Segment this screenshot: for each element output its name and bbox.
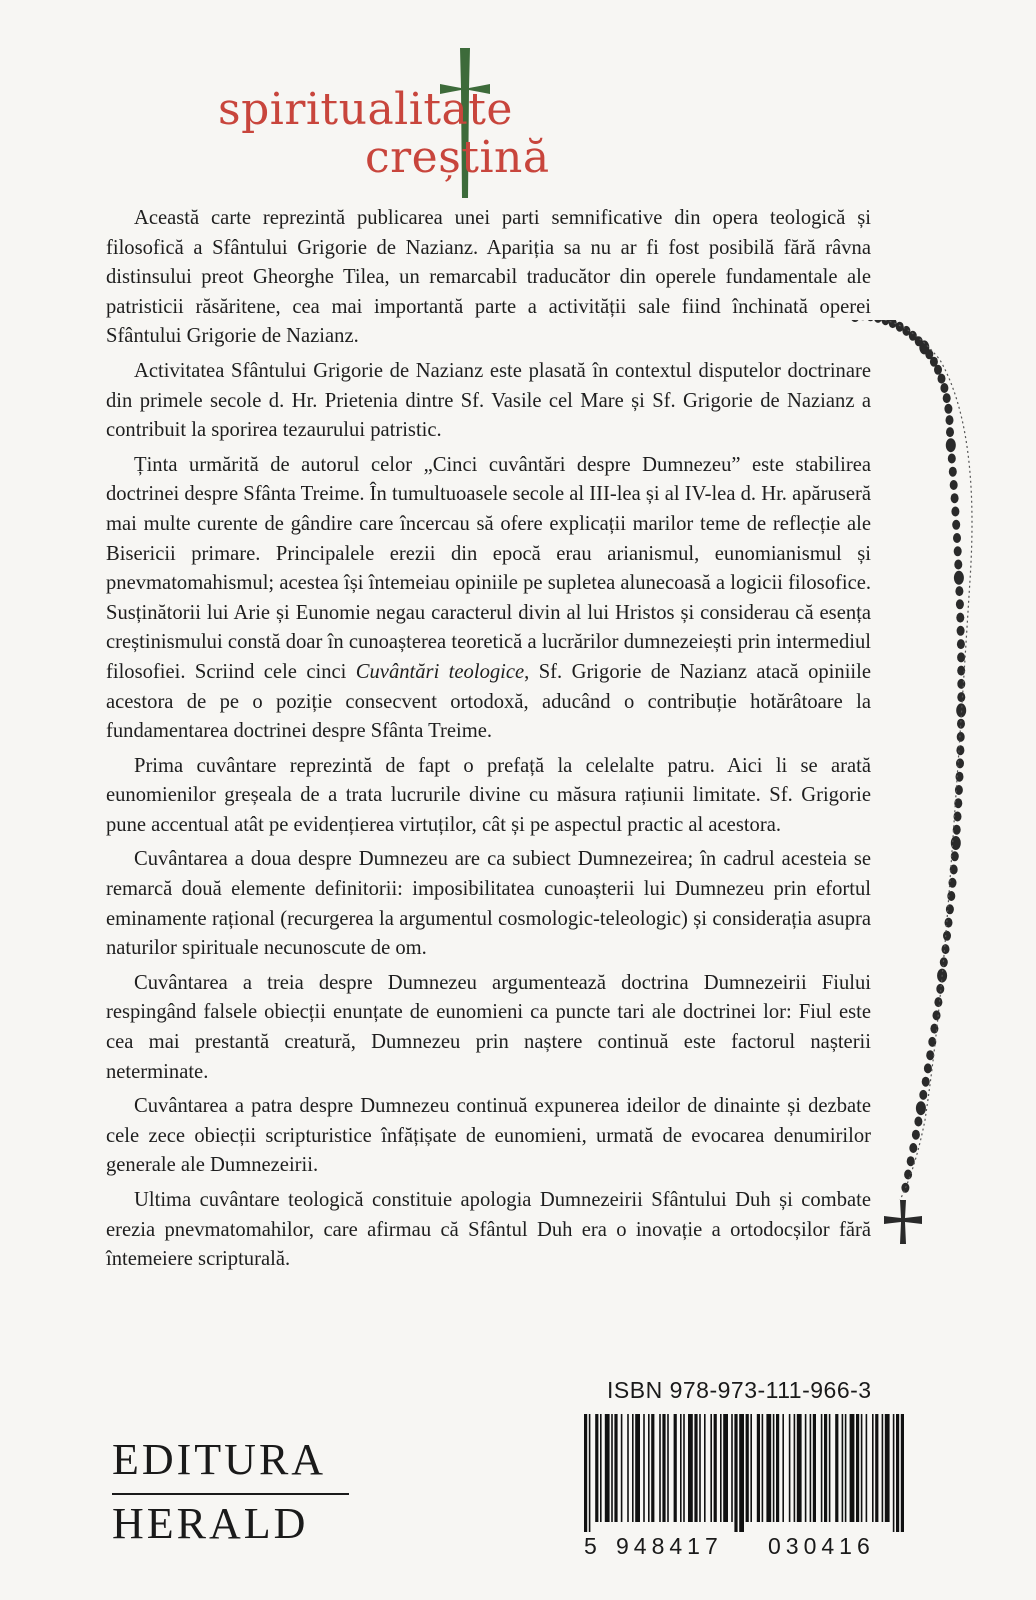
barcode-bar <box>757 1414 760 1522</box>
barcode-bar <box>704 1414 706 1522</box>
barcode-bar <box>683 1414 685 1522</box>
barcode-bar <box>829 1414 831 1522</box>
rosary-bead <box>867 320 875 321</box>
barcode-bars <box>584 1414 904 1532</box>
rosary-bead <box>942 944 950 954</box>
barcode-bar <box>699 1414 701 1522</box>
barcode-bar <box>589 1414 591 1532</box>
barcode-bar <box>731 1414 733 1522</box>
barcode-bar <box>901 1414 904 1532</box>
barcode-bar <box>872 1414 874 1522</box>
barcode-bar <box>632 1414 634 1522</box>
ean-right-digits: 030416 <box>768 1533 875 1559</box>
barcode-bar <box>821 1414 823 1522</box>
rosary-bead <box>946 904 954 914</box>
rosary-bead <box>936 984 944 994</box>
barcode-bar <box>648 1414 650 1522</box>
rosary-bead <box>951 836 961 850</box>
barcode-bar <box>845 1414 847 1522</box>
rosary-bead <box>916 1101 926 1115</box>
rosary-bead <box>940 383 948 393</box>
barcode-bar <box>739 1414 744 1532</box>
rosary-bead <box>957 639 965 649</box>
barcode-bar <box>885 1414 890 1522</box>
paragraph-7: Cuvântarea a patra despre Dumnezeu continuă expunerea ideilor de dinainte și dezbate cele zece obiecții scripturistice înfățișate de eunomieni, urmată de evocarea denumirilor generale ale Dumnezeirii. <box>106 1095 871 1177</box>
rosary-bead <box>934 365 942 375</box>
barcode-bar <box>627 1414 629 1522</box>
barcode-bar <box>893 1414 895 1532</box>
barcode-bar <box>813 1414 816 1522</box>
rosary-bead <box>944 404 952 414</box>
series-logo <box>0 0 1036 200</box>
paragraph-4: Prima cuvântare reprezintă de fapt o prefață la celelalte patru. Aici li se arată eunomienilor greșeala de a trata lucrurile divine cu măsura rațiunii limitate. Sf. Grigorie pune accentual atât pe evidențierea virtuților, cât și pe aspectul practic al acestora. <box>106 754 871 836</box>
rosary-bead <box>946 415 954 425</box>
barcode-bar <box>734 1414 737 1532</box>
barcode-bar <box>766 1414 771 1522</box>
rosary-bead <box>949 467 957 477</box>
rosary-bead <box>946 438 956 452</box>
barcode-bar <box>651 1414 654 1522</box>
rosary-bead <box>957 692 965 702</box>
barcode-bar <box>782 1414 784 1522</box>
barcode-bar <box>643 1414 645 1522</box>
barcode-bar <box>797 1414 802 1522</box>
barcode-bar <box>850 1414 855 1522</box>
barcode-bar <box>882 1414 884 1522</box>
barcode-bar <box>746 1414 749 1522</box>
publisher-line2: HERALD <box>112 1499 309 1548</box>
barcode-bar <box>842 1414 844 1522</box>
barcode-bar <box>714 1414 717 1522</box>
barcode-bar <box>773 1414 775 1522</box>
isbn-number: ISBN 978-973-111-966-3 <box>607 1377 872 1403</box>
ean-left-digits: 948417 <box>616 1533 723 1559</box>
barcode-bar <box>614 1414 617 1522</box>
barcode-bar <box>762 1414 764 1522</box>
rosary-bead <box>956 758 964 768</box>
barcode-bar <box>674 1414 677 1522</box>
paragraph-2: Activitatea Sfântului Grigorie de Nazianz este plasată în contextul disputelor doctrinare din primele secole d. Hr. Prietenia dintre Sf. Vasile cel Mare și Sf. Grigorie de Nazianz a contribuit la sporirea tezaurului patristic. <box>106 359 871 442</box>
barcode-bar <box>896 1414 899 1532</box>
series-title-line2: creștină <box>365 132 550 183</box>
barcode-bar <box>611 1414 613 1522</box>
barcode-bar <box>824 1414 827 1522</box>
barcode-bar <box>584 1414 587 1532</box>
rosary-bead <box>850 320 860 322</box>
rosary-bead <box>952 520 960 530</box>
rosary-bead <box>904 1170 912 1180</box>
barcode-bar <box>794 1414 796 1522</box>
barcode-bar <box>720 1414 722 1522</box>
paragraph-5: Cuvântarea a doua despre Dumnezeu are ca subiect Dumnezeirea; în cadrul acesteia se remarcă două elemente definitorii: imposibilitatea cunoașterii lui Dumnezeu prin efortul eminamente rațional (recurgerea la argumentul cosmologic-teleologic) și considerația asupra naturilor spirituale necunoscute de om. <box>106 848 871 960</box>
rosary-bead <box>914 1117 922 1127</box>
paragraph-1: Această carte reprezintă publicarea unei parti semnificative din opera teologică și filosofică a Sfântului Grigorie de Nazianz. Apariția sa nu ar fi fost posibilă fără râvna distinsului preot Gheorghe Tilea, un remarcabil traducător din operele fundamentale ale patristicii răsăritene, cea mai importantă parte a activității sale fiind închinată operei Sfântului Grigorie de Nazianz. <box>106 207 871 348</box>
barcode-bar <box>635 1414 640 1522</box>
barcode-bar <box>688 1414 693 1522</box>
publisher-divider <box>112 1493 349 1495</box>
rosary-bead <box>933 1010 941 1020</box>
publisher-line1: EDITURA <box>112 1435 327 1484</box>
barcode-bar <box>861 1414 863 1522</box>
rosary-bead <box>956 599 964 609</box>
barcode-bar <box>659 1414 661 1522</box>
barcode-bar <box>694 1414 697 1522</box>
rosary-bead <box>953 533 961 543</box>
italic-title: Cuvântări teologice <box>355 660 525 683</box>
paragraph-3: Ținta urmărită de autorul celor „Cinci cuvântări despre Dumnezeu” este stabilirea doctrinei despre Sfânta Treime. În tumultuoasele secole al III-lea și al IV-lea d. Hr. apăruseră mai multe curente de gândire care încercau să ofere explicații marilor teme de reflecție ale Bisericii primare. Principalele erezii din epocă erau arianismul, eunomianismul și pnevmatomahismul; acestea își întemeiau opiniile pe supletea alunecoasă a logicii filosofice. Susținătorii lui Arie și Eunomie negau caracterul divin al lui Hristos și considerau că esența creștinismului constă doar în cunoașterea teoretică a lucrărilor dumnezeiești prin intermediul filosofiei. Scriind cele cinci Cuvântări teologice, Sf. Grigorie de Nazianz atacă opiniile acestora de pe o poziție consecvent ortodoxă, aducând o contribuție hotărâtoare la fundamentarea doctrinei despre Sfânta Treime. <box>106 453 872 743</box>
rosary-bead <box>909 1143 917 1153</box>
rosary-bead <box>950 480 958 490</box>
rosary-bead <box>940 957 948 967</box>
rosary-bead <box>934 997 942 1007</box>
rosary-bead <box>956 613 964 623</box>
rosary-bead <box>957 652 965 662</box>
rosary-bead <box>948 454 956 464</box>
rosary-bead <box>957 626 965 636</box>
barcode <box>580 1377 920 1567</box>
barcode-bar <box>595 1414 598 1522</box>
barcode-bar <box>866 1414 868 1522</box>
rosary-bead <box>956 703 966 717</box>
rosary-bead <box>946 427 954 437</box>
barcode-bar <box>776 1414 779 1522</box>
rosary-bead <box>945 918 953 928</box>
barcode-bar <box>662 1414 665 1522</box>
rosary-bead <box>954 546 962 556</box>
barcode-bar <box>710 1414 712 1522</box>
rosary-bead <box>955 586 963 596</box>
barcode-bar <box>723 1414 728 1522</box>
barcode-bar <box>805 1414 807 1522</box>
barcode-bar <box>667 1414 669 1522</box>
rosary-cross-icon <box>884 1200 922 1244</box>
rosary-bead <box>957 679 965 689</box>
rosary-bead <box>951 493 959 503</box>
ean-first-digit: 5 <box>584 1533 602 1559</box>
rosary-bead <box>907 1156 915 1166</box>
rosary-bead <box>954 560 962 570</box>
series-title-line1: spiritualitate <box>218 84 513 135</box>
paragraph-8: Ultima cuvântare teologică constituie apologia Dumnezeirii Sfântului Duh și combate erezia pnevmatomahilor, care afirmau că Sfântul Duh era o inovație a ortodocșilor fără întemeiere scripturală. <box>106 1189 871 1271</box>
rosary-bead <box>912 1130 920 1140</box>
rosary-bead <box>874 320 882 323</box>
barcode-bar <box>605 1414 610 1522</box>
barcode-bar <box>875 1414 878 1522</box>
rosary-bead <box>951 507 959 517</box>
barcode-bar <box>600 1414 602 1522</box>
barcode-bar <box>789 1414 791 1522</box>
back-cover-text <box>106 204 871 1280</box>
rosary-bead <box>938 374 946 384</box>
rosary-bead <box>926 1050 934 1060</box>
rosary-bead <box>943 393 951 403</box>
barcode-bar <box>680 1414 682 1522</box>
paragraph-6: Cuvântarea a treia despre Dumnezeu argumentează doctrina Dumnezeirii Fiului respingând falsele obiecții enunțate de eunomieni ca puncte tari ale doctrinei lor: Fiul este cea mai prestantă creatură, Dumnezeu prin naștere continuă este factorul nașterii neterminate. <box>106 971 871 1083</box>
barcode-bar <box>621 1414 623 1522</box>
rosary-bead <box>956 745 964 755</box>
rosary-bead <box>924 1063 932 1073</box>
barcode-bar <box>750 1414 752 1522</box>
barcode-bar <box>835 1414 838 1522</box>
rosary-bead <box>922 1077 930 1087</box>
barcode-bar <box>856 1414 859 1522</box>
barcode-bar <box>810 1414 812 1522</box>
rosary-icon <box>830 320 990 1280</box>
rosary-bead <box>957 732 965 742</box>
rosary-bead <box>919 1090 927 1100</box>
rosary-bead <box>954 571 964 585</box>
rosary-bead <box>943 931 951 941</box>
